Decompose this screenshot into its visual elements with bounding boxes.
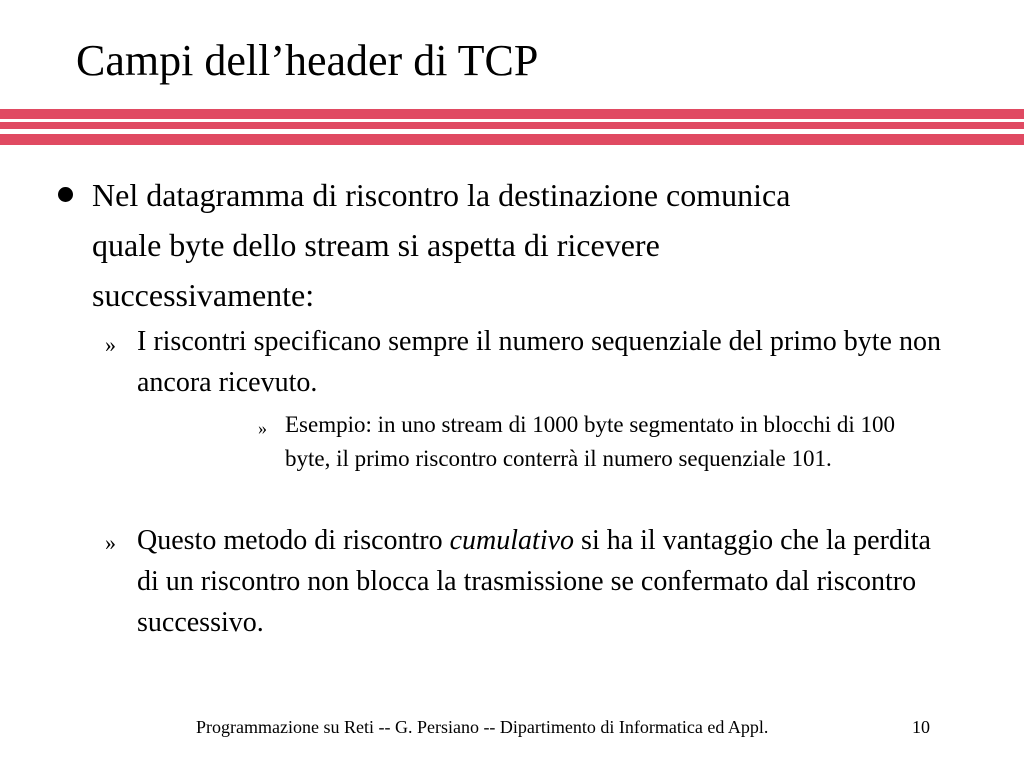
slide-title: Campi dell’header di TCP bbox=[76, 36, 539, 85]
bullet-level-3-example: Esempio: in uno stream di 1000 byte segmentato in blocchi di 100 byte, il primo riscontro conterrà il numero sequenziale 101. bbox=[285, 412, 896, 471]
chevron-bullet-icon: » bbox=[105, 530, 116, 555]
bullet-level-2 bbox=[137, 520, 947, 643]
emphasis-text: cumulativo bbox=[449, 525, 575, 556]
bullet-text-part: Questo metodo di riscontro bbox=[137, 525, 450, 556]
bullet-dot-icon bbox=[58, 187, 73, 202]
title-divider-line bbox=[0, 109, 1024, 119]
chevron-bullet-icon: » bbox=[105, 332, 116, 357]
chevron-bullet-icon: » bbox=[258, 418, 267, 438]
title-divider-line bbox=[0, 134, 1024, 145]
bullet-text-part: si ha il vantaggio che la perdita di un riscontro non blocca la trasmissione se confermato dal riscontro successivo. bbox=[137, 525, 931, 638]
bullet-level-2: I riscontri specificano sempre il numero sequenziale del primo byte non ancora ricevuto. bbox=[137, 326, 941, 398]
bullet-level-1: Nel datagramma di riscontro la destinazione comunica quale byte dello stream si aspetta di ricevere successivamente: bbox=[92, 177, 791, 313]
page-number: 10 bbox=[912, 717, 930, 737]
title-divider-line bbox=[0, 122, 1024, 129]
slide-footer: Programmazione su Reti -- G. Persiano -- Dipartimento di Informatica ed Appl. bbox=[196, 717, 769, 737]
